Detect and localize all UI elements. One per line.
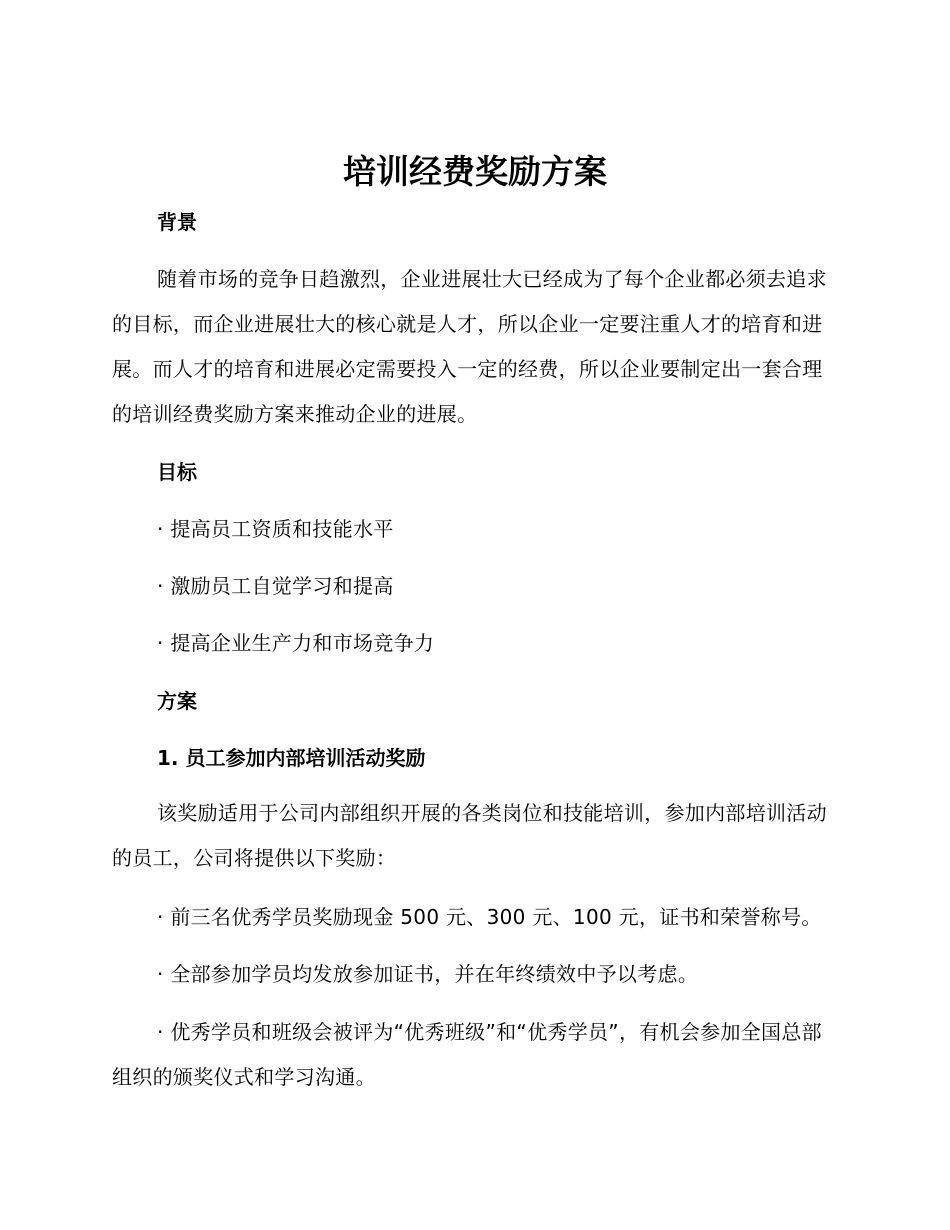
section-heading-background: 背景 xyxy=(157,210,197,234)
section-heading-plan: 方案 xyxy=(157,689,197,713)
goal-item: · 提高员工资质和技能水平 xyxy=(157,517,394,541)
goal-item: · 提高企业生产力和市场竞争力 xyxy=(157,631,435,655)
background-paragraph: 随着市场的竞争日趋激烈，企业进展壮大已经成为了每个企业都必须去追求的目标，而企业进展壮大的核心就是人才，所以企业一定要注重人才的培育和进展。而人才的培育和进展必定需要投入一定的经费，所以企业要制定出一套合理的培训经费奖励方案来推动企业的进展。 xyxy=(112,267,827,426)
plan-item: · 全部参加学员均发放参加证书，并在年终绩效中予以考虑。 xyxy=(157,962,699,986)
plan-paragraph: 该奖励适用于公司内部组织开展的各类岗位和技能培训，参加内部培训活动的员工，公司将提供以下奖励： xyxy=(112,801,827,870)
document-title: 培训经费奖励方案 xyxy=(343,152,607,191)
section-heading-goals: 目标 xyxy=(157,460,197,484)
plan-item: · 优秀学员和班级会被评为“优秀班级”和“优秀学员”，有机会参加全国总部组织的颁奖仪式和学习沟通。 xyxy=(112,1020,822,1089)
plan-subheading: 1. 员工参加内部培训活动奖励 xyxy=(157,746,426,770)
goal-item: · 激励员工自觉学习和提高 xyxy=(157,574,394,598)
plan-item: · 前三名优秀学员奖励现金 500 元、300 元、100 元，证书和荣誉称号。 xyxy=(157,905,822,929)
